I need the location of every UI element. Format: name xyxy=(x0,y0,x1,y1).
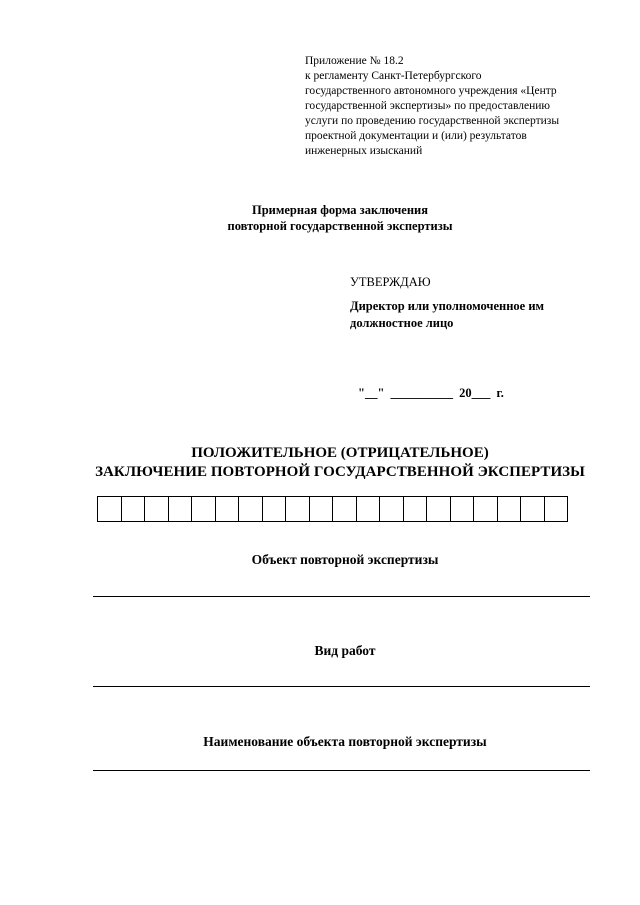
main-title-line2: ЗАКЛЮЧЕНИЕ ПОВТОРНОЙ ГОСУДАРСТВЕННОЙ ЭКСПЕРТИЗЫ xyxy=(95,464,585,480)
conclusion-number-boxes xyxy=(97,496,568,522)
number-box-cell xyxy=(98,497,122,521)
appendix-line: услуги по проведению государственной экспертизы xyxy=(305,115,560,127)
number-box-cell xyxy=(380,497,404,521)
appendix-line: государственной экспертизы» по предоставлению xyxy=(305,100,551,112)
number-box-cell xyxy=(474,497,498,521)
director-line1: Директор или уполномоченное им xyxy=(350,299,545,313)
number-box-cell xyxy=(427,497,451,521)
number-box-cell xyxy=(239,497,263,521)
number-box-cell xyxy=(216,497,240,521)
appendix-line: к регламенту Санкт-Петербургского xyxy=(305,70,482,82)
director-block xyxy=(350,298,544,332)
number-box-cell xyxy=(451,497,475,521)
director-line2: должностное лицо xyxy=(350,316,454,330)
number-box-cell xyxy=(357,497,381,521)
number-box-cell xyxy=(498,497,522,521)
appendix-line: государственного автономного учреждения «Центр xyxy=(305,85,557,97)
object-fill-line xyxy=(93,596,590,597)
section-object-heading: Объект повторной экспертизы xyxy=(251,552,439,567)
section-work-type-heading: Вид работ xyxy=(314,643,376,658)
appendix-line: Приложение № 18.2 xyxy=(305,55,404,67)
main-title-line1: ПОЛОЖИТЕЛЬНОЕ (ОТРИЦАТЕЛЬНОЕ) xyxy=(191,445,489,461)
form-title-line2: повторной государственной экспертизы xyxy=(227,219,453,233)
work-type-fill-line xyxy=(93,686,590,687)
number-box-cell xyxy=(404,497,428,521)
number-box-cell xyxy=(192,497,216,521)
number-box-cell xyxy=(263,497,287,521)
number-box-cell xyxy=(145,497,169,521)
appendix-line: инженерных изысканий xyxy=(305,145,423,157)
form-title-line1: Примерная форма заключения xyxy=(251,203,429,217)
approve-label: УТВЕРЖДАЮ xyxy=(350,275,431,289)
number-box-cell xyxy=(286,497,310,521)
approval-date-field: "__" __________ 20___ г. xyxy=(358,386,504,400)
number-box-cell xyxy=(122,497,146,521)
main-title xyxy=(60,444,620,482)
number-box-cell xyxy=(545,497,569,521)
number-box-cell xyxy=(333,497,357,521)
number-box-cell xyxy=(521,497,545,521)
number-box-cell xyxy=(169,497,193,521)
appendix-block xyxy=(305,54,605,159)
section-object-name-heading: Наименование объекта повторной экспертизы xyxy=(203,734,487,749)
object-name-fill-line xyxy=(93,770,590,771)
form-title xyxy=(190,202,490,234)
appendix-line: проектной документации и (или) результатов xyxy=(305,130,527,142)
number-box-cell xyxy=(310,497,334,521)
